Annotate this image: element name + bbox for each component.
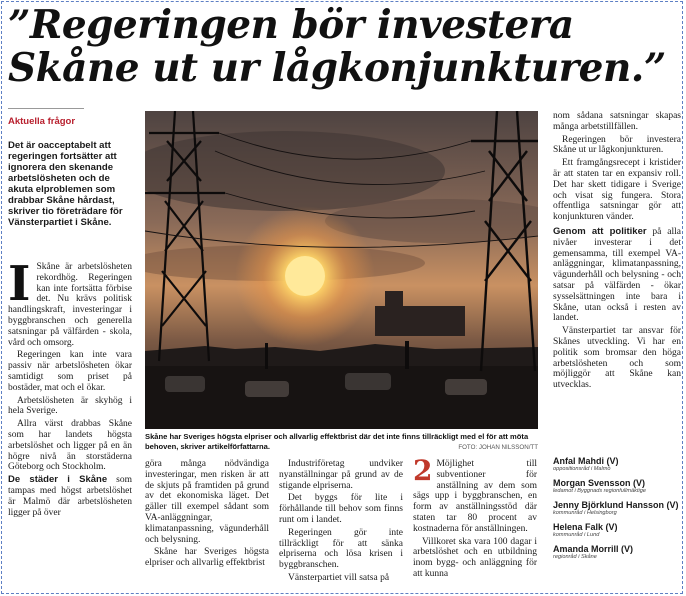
subhead: Genom att politiker: [553, 225, 647, 237]
caption-text: Skåne har Sveriges högsta elpriser och allvarlig effektbrist där det inte finns tillräckligt med el för att möta behoven, skriver artikelförfattarna.: [145, 432, 529, 451]
signer: [553, 456, 681, 473]
sun-icon: [285, 256, 325, 296]
paragraph: [553, 227, 681, 324]
paragraph-text: på alla nivåer investerar i det gemensamma, till exempel VA-anläggningar, klimatanpassning, vägunderhåll och belysning - och satsar på välfärden - ökar sysselsättningen inte bara i Skåne, utan också i resten av landet.: [553, 226, 681, 324]
signer-name: Helena Falk (V): [553, 522, 618, 532]
paragraph: Regeringen gör inte tillräckligt för att sänka elpriserna och lösa krisen i byggbranschen.: [279, 527, 403, 571]
body-column-5: [553, 111, 681, 451]
body-column-1: [8, 262, 132, 592]
signer-role: kommunråd i Lund: [553, 532, 600, 538]
paragraph-text: Möjlighet till subventioner för anställning av dem som sägs upp i byggbranschen, en form av anställningsstöd där staten tar 80 procent av kostnaderna för anställningen.: [413, 459, 537, 534]
body-column-3: [279, 459, 403, 593]
paragraph: Regeringen kan inte vara passiv när arbetslösheten ökar samtidigt som priset på bostäder, mat och el ökar.: [8, 350, 132, 393]
signer-name: Anfal Mahdi (V): [553, 456, 619, 466]
paragraph: Vänsterpartiet vill satsa på: [288, 572, 390, 583]
paragraph: [8, 475, 132, 518]
car: [445, 379, 487, 395]
signer: [553, 544, 681, 561]
photo-caption: [145, 432, 538, 452]
signer-role: oppositionsråd i Malmö: [553, 466, 611, 472]
body-column-2: [145, 459, 269, 593]
paragraph: Ett framgångsrecept i kristider är att staten tar en expansiv roll. Det har skett tidigare i Sverige och visat sig fungera. Stora offentliga satsningar gör att konjunkturen vänder.: [553, 158, 681, 223]
paragraph: göra många nödvändiga investeringar, men risken är att de skjuts på framtiden på grund av det ekonomiska läget. Det gäller till exempel sådant som VA-anläggningar, klimatanpassning, vägunderhåll och belysning.: [145, 459, 269, 545]
headline: ”Regeringen bör investera Skåne ut ur lågkonjunkturen.”: [8, 2, 666, 91]
signer-role: regionråd i Skåne: [553, 554, 597, 560]
list-number: 2: [413, 459, 433, 487]
paragraph: Arbetslösheten är skyhög i hela Sverige.: [8, 395, 132, 417]
paragraph: Allra värst drabbas Skåne som har landets högsta arbetslöshet och ligger på en än högre nivå än storstäderna Göteborg och Stockholm.: [8, 419, 132, 473]
car: [345, 373, 391, 390]
first-paragraph: [8, 262, 132, 348]
body-column-4: [413, 459, 537, 593]
signer: [553, 500, 681, 517]
car: [245, 381, 289, 397]
road: [145, 366, 538, 429]
section-divider: [8, 108, 84, 109]
section-label: Aktuella frågor: [8, 116, 76, 127]
signer-role: ledamot i Byggnads regionfullmäktige: [553, 488, 646, 494]
signer-name: Morgan Svensson (V): [553, 478, 646, 488]
paragraph: Villkoret ska vara 100 dagar i arbetslöshet och en utbildning inom bygg- och anläggning för att kunna: [413, 536, 537, 579]
factory-building: [385, 291, 403, 311]
street-light: [265, 343, 268, 369]
paragraph: Industriföretag undviker nyanställningar på grund av de stigande elpriserna.: [279, 459, 403, 491]
car: [165, 376, 205, 392]
numbered-paragraph: [413, 459, 537, 535]
signer-name: Jenny Björklund Hansson (V): [553, 500, 679, 510]
signer: [553, 522, 681, 539]
paragraph-text: som tampas med högst arbetslöshet är Malmö där arbetslösheten ligger på över: [8, 475, 132, 518]
subhead: De städer i Skåne: [8, 474, 108, 486]
signer-role: kommunråd i Helsingborg: [553, 510, 617, 516]
paragraph: Skåne har Sveriges högsta elpriser och allvarlig effektbrist: [145, 547, 269, 569]
signer: [553, 478, 681, 495]
street-light: [405, 341, 409, 369]
lead-paragraph: Det är oacceptabelt att regeringen fortsätter att ignorera den skenande arbetslösheten och de akuta elproblemen som drabbar Skåne hårdast, skriver tio företrädare för Vänsterpartiet i Skåne.: [8, 140, 123, 228]
article-photo: [145, 111, 538, 429]
drop-cap: I: [8, 262, 31, 312]
paragraph: Det byggs för lite i förhållande till behov som finns runt om i landet.: [279, 493, 403, 525]
signer-name: Amanda Morrill (V): [553, 544, 634, 554]
paragraph-text: Skåne är arbetslösheten rekordhög. Regeringen kan inte fortsätta förbise det. Nu krävs politisk handlingskraft, investeringar i byggbranschen och generella satsningar på välfärden - skola, vård och omsorg.: [8, 262, 132, 348]
paragraph: Vänsterpartiet tar ansvar för Skånes utveckling. Vi har en politik som bromsar den höga arbetslösheten och som möjliggör att Skåne kan utvecklas.: [553, 326, 681, 391]
signers-list: [553, 456, 681, 566]
paragraph: nom sådana satsningar skapas många arbetstillfällen.: [553, 111, 681, 132]
paragraph: Regeringen bör investera Skåne ut ur lågkonjunkturen.: [553, 134, 681, 156]
photo-credit: FOTO: JOHAN NILSSON/TT: [458, 443, 538, 451]
